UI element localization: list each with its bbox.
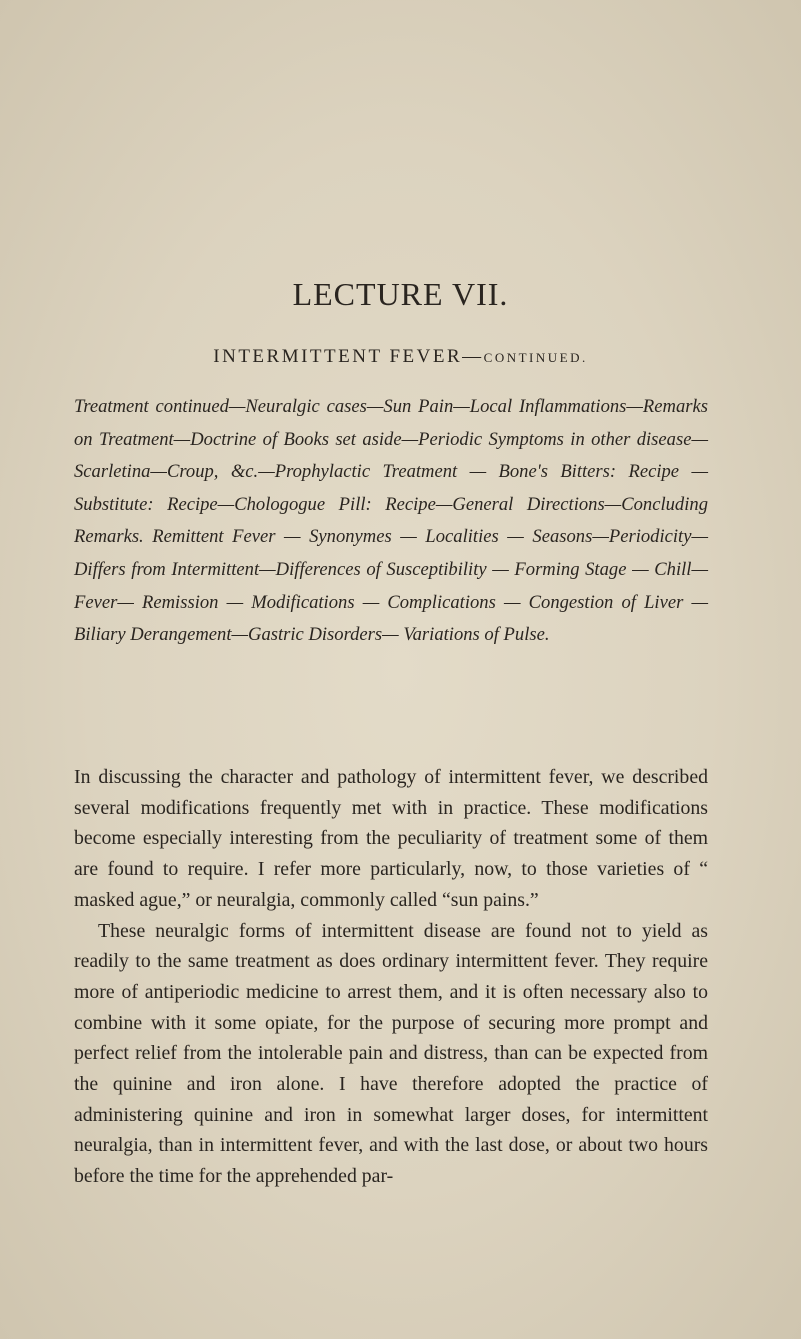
lecture-synopsis: Treatment continued—Neuralgic cases—Sun Pain—Local Inflammations—Remarks on Treatment—Doctrine of Books set aside—Periodic Symptoms in other disease—Scarletina—Croup, &c.—Prophylactic Treatment — Bone's Bitters: Recipe — Substitute: Recipe—Chologogue Pill: Recipe—General Directions—Concluding Remarks. Remittent Fever — Synonymes — Localities — Seasons—Periodicity—Differs from Intermittent—Differences of Susceptibility — Forming Stage — Chill—Fever— Remission — Modifications — Complications — Congestion of Liver — Biliary Derangement—Gastric Disorders— Variations of Pulse.: [74, 396, 708, 646]
body-text: [74, 762, 708, 1192]
lecture-title: LECTURE VII.: [292, 276, 509, 312]
subtitle-main: INTERMITTENT FEVER—: [213, 346, 484, 367]
paragraph-2: These neuralgic forms of intermittent disease are found not to yield as readily to the same treatment as does ordinary intermittent fever. They require more of antiperiodic medicine to arrest them, and it is often necessary also to combine with it some opiate, for the purpose of securing more prompt and perfect relief from the intolerable pain and distress, than can be expected from the quinine and iron alone. I have therefore adopted the practice of administering quinine and iron in somewhat larger doses, for intermittent neuralgia, than in intermittent fever, and with the last dose, or about two hours before the time for the apprehended par-: [74, 919, 708, 1188]
paragraph-1: In discussing the character and pathology of intermittent fever, we described several modifications frequently met with in practice. These modifications become especially interesting from the peculiarity of treatment some of them are found to require. I refer more particularly, now, to those varieties of “ masked ague,” or neuralgia, commonly called “sun pains.”: [74, 766, 708, 911]
lecture-subtitle: [0, 346, 801, 368]
subtitle-continued: CONTINUED.: [483, 350, 588, 365]
